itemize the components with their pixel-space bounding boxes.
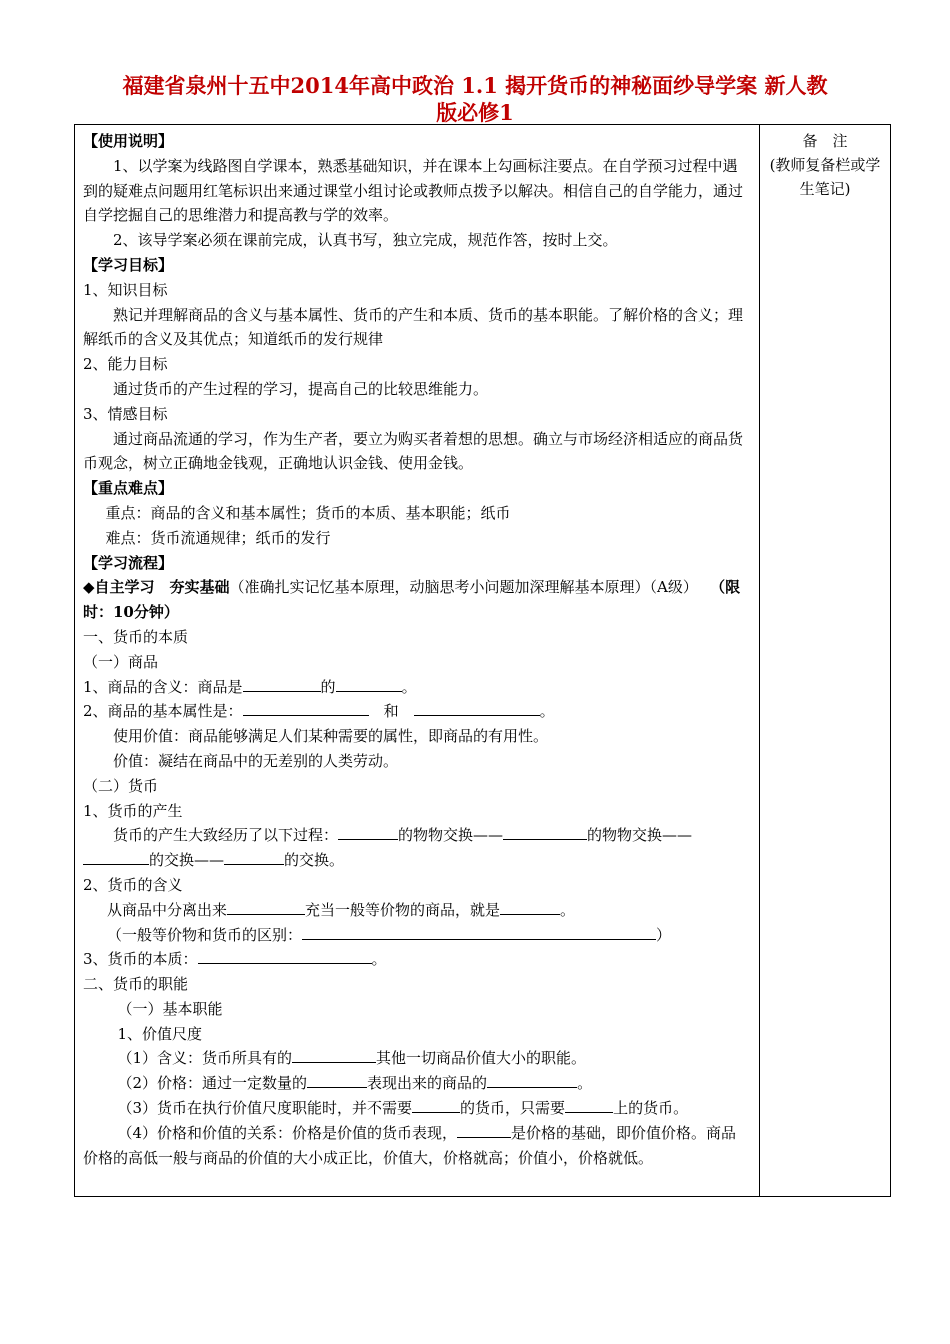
q-text: 。: [560, 900, 576, 919]
q-text: 其他一切商品价值大小的职能。: [376, 1049, 587, 1068]
q-text: 。: [577, 1074, 593, 1093]
subsection-currency: （二）货币: [83, 776, 159, 795]
q-text: 。: [401, 677, 417, 696]
q-text: 的: [320, 677, 336, 696]
currency-meaning-label: 2、货币的含义: [83, 875, 183, 894]
self-study-line: [83, 575, 751, 625]
q-text: （3）货币在执行价值尺度职能时，并不需要: [117, 1099, 413, 1118]
currency-origin-question: [83, 823, 751, 873]
q-text: 的物物交换——: [398, 826, 504, 845]
difficult-points: 难点：货币流通规律；纸币的发行: [105, 528, 331, 547]
q-text: （1）含义：货币所具有的: [117, 1049, 293, 1068]
answer-blank[interactable]: [302, 925, 656, 940]
key-points-heading: 【重点难点】: [83, 479, 174, 498]
answer-blank[interactable]: [198, 949, 372, 964]
usage-heading: 【使用说明】: [83, 132, 174, 150]
q-text: 2、商品的基本属性是：: [83, 702, 243, 721]
notes-heading: 备 注: [802, 132, 848, 150]
answer-blank[interactable]: [292, 1048, 376, 1063]
answer-blank[interactable]: [336, 677, 402, 692]
q-text: 是价格的基础，即价值价格。商品价格的高低一般与商品的价值的大小成正比，价值大，价格就高；价值小，价格就低。: [83, 1123, 737, 1167]
use-value-definition: 使用价值：商品能够满足人们某种需要的属性，即商品的有用性。: [113, 727, 549, 746]
q-text: 的货币，只需要: [460, 1099, 566, 1118]
q-text: 的物物交换——: [587, 826, 693, 845]
answer-blank[interactable]: [503, 825, 587, 840]
section-currency-functions: 二、货币的职能: [83, 975, 189, 994]
q-text: 表现出来的商品的: [367, 1074, 488, 1093]
currency-meaning-question: [83, 898, 751, 923]
usage-item-2: 2、该导学案必须在课前完成，认真书写，独立完成，规范作答，按时上交。: [113, 231, 618, 250]
value-measure-label: 1、价值尺度: [117, 1024, 203, 1043]
q-text: （一般等价物和货币的区别：: [107, 925, 303, 944]
answer-blank[interactable]: [412, 1098, 460, 1113]
usage-item-1: 1、以学案为线路图自学课本，熟悉基础知识，并在课本上勾画标注要点。在自学预习过程中遇到的疑难点问题用红笔标识出来通过课堂小组讨论或教师点拨予以解决。相信自己的自学能力，通过自学挖掘自己的思维潜力和提高教与学的效率。: [83, 156, 744, 225]
q-text: 上的货币。: [613, 1099, 689, 1118]
title-line-1: 福建省泉州十五中2014年高中政治 1.1 揭开货币的神秘面纱导学案 新人教: [122, 73, 828, 98]
knowledge-goal-label: 1、知识目标: [83, 280, 168, 299]
ability-goal-label: 2、能力目标: [83, 355, 168, 374]
emotion-goal-label: 3、情感目标: [83, 404, 168, 423]
title-line-2: 版必修1: [436, 100, 514, 125]
q-text: 3、货币的本质：: [83, 950, 198, 969]
answer-blank[interactable]: [243, 677, 321, 692]
content-cell: [75, 125, 760, 1197]
answer-blank[interactable]: [224, 850, 284, 865]
section-currency-essence: 一、货币的本质: [83, 627, 189, 646]
equivalent-difference-question: [83, 923, 751, 948]
q-text: 和: [383, 702, 399, 721]
value-measure-q4: [83, 1121, 751, 1171]
value-measure-q1: [83, 1046, 751, 1071]
q-text: 1、商品的含义：商品是: [83, 677, 243, 696]
emotion-goal-text: 通过商品流通的学习，作为生产者，要立为购买者着想的思想。确立与市场经济相适应的商品货币观念，树立正确地金钱观，正确地认识金钱、使用金钱。: [83, 429, 744, 473]
ability-goal-text: 通过货币的产生过程的学习，提高自己的比较思维能力。: [113, 379, 489, 398]
answer-blank[interactable]: [338, 825, 398, 840]
q-text: ）: [656, 925, 672, 944]
commodity-attributes-question: [83, 699, 751, 724]
q-text: （4）价格和价值的关系：价格是价值的货币表现，: [117, 1123, 458, 1142]
time-limit: （限时：10分钟）: [83, 578, 741, 622]
answer-blank[interactable]: [227, 900, 305, 915]
notes-column: [760, 125, 891, 1197]
value-definition: 价值：凝结在商品中的无差别的人类劳动。: [113, 751, 399, 770]
q-text: 的交换——: [149, 851, 225, 870]
goals-heading: 【学习目标】: [83, 255, 174, 274]
worksheet-table: [74, 124, 891, 1197]
q-text: 充当一般等价物的商品，就是: [305, 900, 501, 919]
focus-points: 重点：商品的含义和基本属性；货币的本质、基本职能；纸币: [105, 503, 511, 522]
document-title: [60, 72, 890, 126]
q-text: 从商品中分离出来: [107, 900, 228, 919]
flow-heading: 【学习流程】: [83, 553, 174, 572]
knowledge-goal-text: 熟记并理解商品的含义与基本属性、货币的产生和本质、货币的基本职能。了解价格的含义；理解纸币的含义及其优点；知道纸币的发行规律: [83, 305, 744, 349]
self-study-title: ◆自主学习 夯实基础: [83, 578, 230, 597]
subsection-basic-functions: （一）基本职能: [117, 999, 223, 1018]
subsection-commodity: （一）商品: [83, 652, 159, 671]
currency-essence-question: [83, 947, 751, 972]
answer-blank[interactable]: [500, 900, 560, 915]
value-measure-q3: [83, 1096, 751, 1121]
answer-blank[interactable]: [83, 850, 149, 865]
answer-blank[interactable]: [414, 701, 540, 716]
q-text: 货币的产生大致经历了以下过程：: [113, 826, 339, 845]
answer-blank[interactable]: [487, 1073, 577, 1088]
q-text: 。: [371, 950, 387, 969]
answer-blank[interactable]: [457, 1123, 511, 1138]
q-text: 。: [539, 702, 555, 721]
answer-blank[interactable]: [565, 1098, 613, 1113]
self-study-note: （准确扎实记忆基本原理，动脑思考小问题加深理解基本原理）（A级）: [229, 578, 691, 597]
notes-subtitle: (教师复备栏或学生笔记): [769, 156, 881, 198]
q-text: 的交换。: [284, 851, 345, 870]
answer-blank[interactable]: [243, 701, 369, 716]
q-text: （2）价格：通过一定数量的: [117, 1074, 308, 1093]
commodity-definition-question: [83, 675, 751, 700]
answer-blank[interactable]: [307, 1073, 367, 1088]
currency-origin-label: 1、货币的产生: [83, 801, 183, 820]
value-measure-q2: [83, 1071, 751, 1096]
